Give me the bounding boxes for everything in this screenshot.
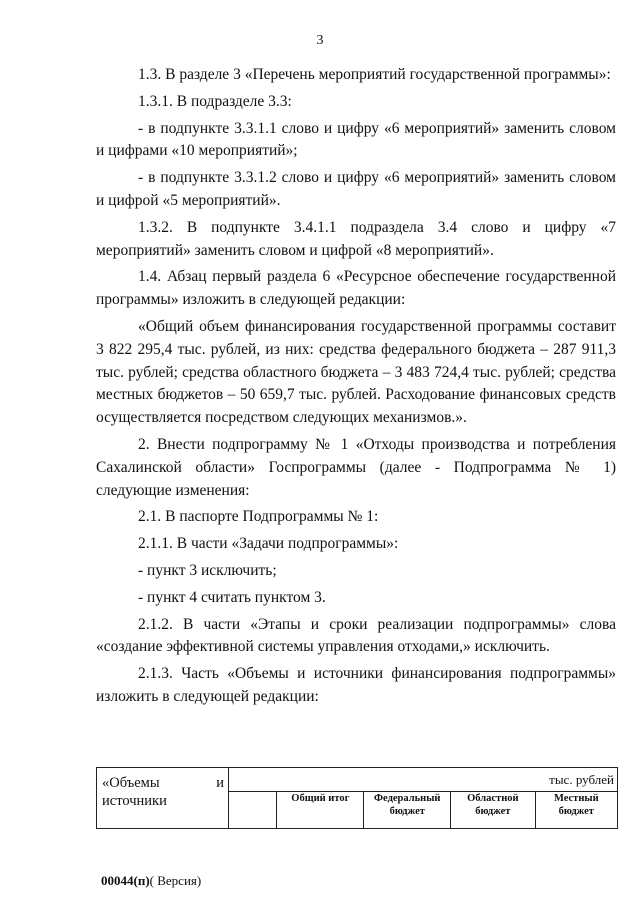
table-label-line2: источники xyxy=(102,793,167,809)
paragraph: 1.3.2. В подпункте 3.4.1.1 подраздела 3.4 слово и цифру «7 мероприятий» заменить словом и цифрой «8 мероприятий». xyxy=(96,218,616,259)
table-header-cell: Общий итог xyxy=(277,792,364,829)
table-header-cell: Областной бюджет xyxy=(451,792,535,829)
paragraph: 2. Внести подпрограмму № 1 «Отходы производства и потребления Сахалинской области» Госпрограммы (далее - Подпрограмма № 1) следующие изменения: xyxy=(96,435,616,499)
paragraph: - пункт 3 исключить; xyxy=(138,561,277,579)
paragraph: 2.1.3. Часть «Объемы и источники финансирования подпрограммы» изложить в следующей редакции: xyxy=(96,665,616,705)
table-label-conjunction: и xyxy=(216,775,225,791)
paragraph: - пункт 4 считать пунктом 3. xyxy=(138,588,326,606)
paragraph: «Общий объем финансирования государственной программы составит 3 822 295,4 тыс. рублей, из них: средства федерального бюджета – 287 911,3 тыс. рублей; средства областного бюджета – 3 483 724,4 тыс. рублей; средства местных бюджетов – 50 659,7 тыс. рублей. Расходование финансовых средств осуществляется посредством следующих механизмов.». xyxy=(96,317,616,427)
table-header-cell xyxy=(229,792,277,829)
paragraph: 2.1.1. В части «Задачи подпрограммы»: xyxy=(138,535,399,553)
paragraph: 2.1. В паспорте Подпрограммы № 1: xyxy=(138,508,379,526)
table-label-cell xyxy=(97,768,229,829)
table-header-cell: Местный бюджет xyxy=(535,792,617,829)
paragraph: 2.1.2. В части «Этапы и сроки реализации подпрограммы» слова «создание эффективной системы управления отходами,» исключить. xyxy=(96,615,616,656)
document-footer xyxy=(101,873,201,889)
document-code: 00044(п) xyxy=(101,873,150,888)
table-units: тыс. рублей xyxy=(229,768,618,792)
table-label-line1: «Объемы xyxy=(102,775,160,791)
paragraph: 1.4. Абзац первый раздела 6 «Ресурсное обеспечение государственной программы» изложить в следующей редакции: xyxy=(96,268,616,309)
paragraph: 1.3. В разделе 3 «Перечень мероприятий государственной программы»: xyxy=(138,66,611,83)
paragraph: - в подпункте 3.3.1.2 слово и цифру «6 мероприятий» заменить словом и цифрой «5 мероприятий». xyxy=(96,169,616,209)
document-body xyxy=(96,64,616,713)
page-number: 3 xyxy=(316,33,324,48)
paragraph: 1.3.1. В подразделе 3.3: xyxy=(138,92,292,110)
document-version: ( Версия) xyxy=(149,873,202,888)
paragraph: - в подпункте 3.3.1.1 слово и цифру «6 мероприятий» заменить словом и цифрами «10 мероприятий»; xyxy=(96,119,616,160)
table-header-cell: Федеральный бюджет xyxy=(364,792,451,829)
financing-table xyxy=(96,767,618,829)
